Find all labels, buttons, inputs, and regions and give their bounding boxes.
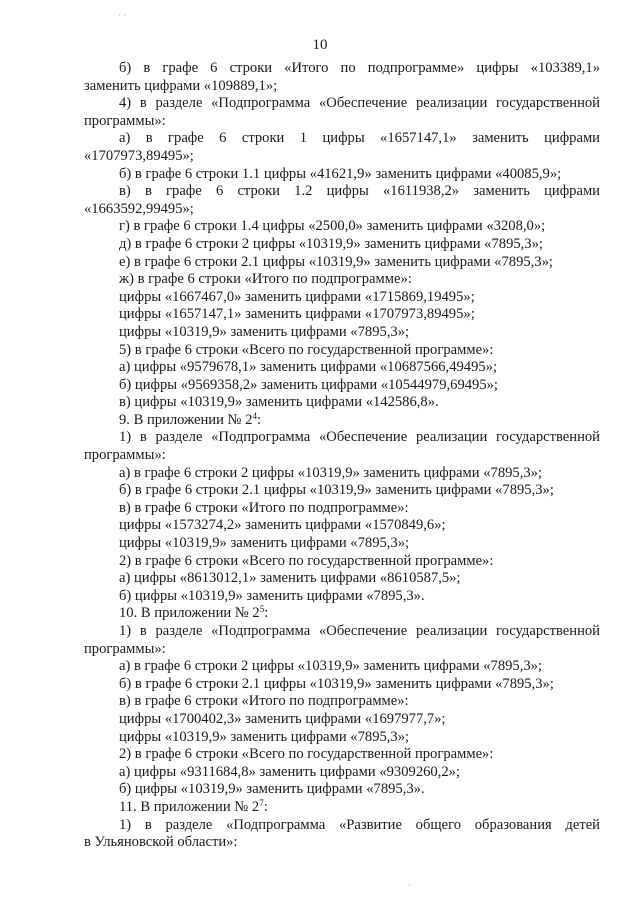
text-line-content: цифры «10319,9» заменить цифрами «7895,3»;: [119, 728, 410, 745]
text-line-content: а) в графе 6 строки 1 цифры «1657147,1» заменить цифрами: [119, 130, 600, 147]
text-line-content: цифры «1700402,3» заменить цифрами «1697977,7»;: [119, 710, 446, 727]
text-line-suffix: :: [256, 411, 261, 428]
text-line: [84, 482, 600, 500]
text-line-content: цифры «1573274,2» заменить цифрами «1570849,6»;: [119, 517, 446, 534]
text-line: [84, 271, 600, 289]
text-line: [84, 429, 600, 447]
text-line-content: программы»:: [84, 112, 166, 129]
text-line: [84, 693, 600, 711]
text-line-content: в Ульяновской области»:: [84, 834, 238, 851]
document-body: [84, 60, 600, 852]
text-line-content: «1707973,89495»;: [84, 147, 194, 164]
text-line-content: программы»:: [84, 447, 166, 464]
text-line-suffix: :: [263, 798, 268, 815]
text-line-content: 1) в разделе «Подпрограмма «Обеспечение реализации государственной: [119, 623, 600, 639]
text-line: [84, 535, 600, 553]
text-line-content: а) в графе 6 строки 2 цифры «10319,9» заменить цифрами «7895,3»;: [119, 464, 543, 481]
text-line: [84, 605, 600, 623]
text-line: [84, 781, 600, 799]
text-line: [84, 500, 600, 518]
text-line-content: б) в графе 6 строки 1.1 цифры «41621,9» заменить цифрами «40085,9»;: [119, 165, 562, 182]
text-line-content: б) цифры «10319,9» заменить цифрами «7895,3».: [119, 781, 425, 798]
scan-speck: · ·: [118, 10, 127, 20]
superscript-index: 7: [259, 797, 264, 808]
text-line: [84, 817, 600, 835]
page-number: 10: [312, 37, 328, 53]
text-line: [84, 517, 600, 535]
text-line: [84, 377, 600, 395]
text-line: [84, 201, 600, 219]
text-line: [84, 359, 600, 377]
text-line-content: «1663592,99495»;: [84, 200, 194, 217]
text-line-content: а) цифры «8613012,1» заменить цифрами «8610587,5»;: [119, 570, 461, 587]
text-line: [84, 78, 600, 96]
text-line: [84, 342, 600, 360]
text-line-content: а) цифры «9579678,1» заменить цифрами «10687566,49495»;: [119, 359, 498, 376]
text-line-content: 10. В приложении № 2: [119, 605, 260, 622]
text-line-content: 5) в графе 6 строки «Всего по государственной программе»:: [119, 341, 494, 358]
text-line: [84, 113, 600, 131]
text-line: [84, 553, 600, 571]
text-line: [84, 130, 600, 148]
text-line: [84, 166, 600, 184]
text-line: [84, 658, 600, 676]
text-line-content: ж) в графе 6 строки «Итого по подпрограмме»:: [119, 271, 412, 288]
text-line: [84, 447, 600, 465]
text-line-content: а) в графе 6 строки 2 цифры «10319,9» заменить цифрами «7895,3»;: [119, 658, 543, 675]
text-line: [84, 148, 600, 166]
text-line-content: 1) в разделе «Подпрограмма «Обеспечение реализации государственной: [119, 429, 600, 446]
text-line: [84, 623, 600, 641]
text-line-content: г) в графе 6 строки 1.4 цифры «2500,0» заменить цифрами «3208,0»;: [119, 218, 546, 235]
text-line-suffix: :: [264, 605, 269, 622]
superscript-index: 5: [259, 604, 265, 615]
text-line: [84, 394, 600, 412]
text-line: [84, 289, 600, 307]
superscript-index: 4: [252, 410, 257, 421]
text-line: [84, 60, 600, 78]
scan-speck: ·: [408, 880, 411, 890]
text-line-content: 9. В приложении № 2: [119, 411, 253, 428]
text-line: [84, 412, 600, 430]
text-line: [84, 465, 600, 483]
text-line-content: программы»:: [84, 640, 166, 657]
text-line-content: б) в графе 6 строки 2.1 цифры «10319,9» заменить цифрами «7895,3»;: [119, 482, 554, 499]
text-line-content: е) в графе 6 строки 2.1 цифры «10319,9» заменить цифрами «7895,3»;: [119, 253, 553, 270]
text-line-content: 1) в разделе «Подпрограмма «Развитие общего образования детей: [119, 816, 600, 833]
text-line-content: в) цифры «10319,9» заменить цифрами «142586,8».: [119, 394, 439, 411]
text-line-content: а) цифры «9311684,8» заменить цифрами «9309260,2»;: [119, 763, 461, 780]
text-line: [84, 218, 600, 236]
text-line: [84, 799, 600, 817]
text-line: [84, 183, 600, 201]
text-line: [84, 711, 600, 729]
text-line-content: 11. В приложении № 2: [119, 798, 260, 815]
text-line: [84, 236, 600, 254]
text-line-content: в) в графе 6 строки 1.2 цифры «1611938,2» заменить цифрами: [119, 183, 600, 200]
text-line: [84, 746, 600, 764]
text-line-content: б) цифры «10319,9» заменить цифрами «7895,3».: [119, 587, 425, 604]
text-line-content: 2) в графе 6 строки «Всего по государственной программе»:: [119, 746, 494, 763]
text-line-content: д) в графе 6 строки 2 цифры «10319,9» заменить цифрами «7895,3»;: [119, 235, 543, 252]
text-line: [84, 676, 600, 694]
text-line-content: б) цифры «9569358,2» заменить цифрами «10544979,69495»;: [119, 376, 498, 393]
text-line-content: б) в графе 6 строки 2.1 цифры «10319,9» заменить цифрами «7895,3»;: [119, 675, 554, 692]
text-line-content: в) в графе 6 строки «Итого по подпрограмме»:: [119, 693, 409, 710]
text-line-content: цифры «1667467,0» заменить цифрами «1715869,19495»;: [119, 288, 475, 305]
text-line-content: заменить цифрами «109889,1»;: [84, 77, 278, 94]
text-line-content: б) в графе 6 строки «Итого по подпрограмме» цифры «103389,1»: [119, 60, 600, 76]
text-line: [84, 324, 600, 342]
text-line: [84, 95, 600, 113]
text-line-content: 4) в разделе «Подпрограмма «Обеспечение реализации государственной: [119, 95, 600, 112]
text-line: [84, 641, 600, 659]
text-line-content: в) в графе 6 строки «Итого по подпрограмме»:: [119, 499, 409, 516]
text-line-content: 2) в графе 6 строки «Всего по государственной программе»:: [119, 552, 494, 569]
text-line-content: цифры «10319,9» заменить цифрами «7895,3»;: [119, 535, 410, 552]
text-line: [84, 588, 600, 606]
text-line: [84, 764, 600, 782]
text-line: [84, 834, 600, 852]
text-line: [84, 306, 600, 324]
text-line: [84, 254, 600, 272]
text-line: [84, 729, 600, 747]
text-line-content: цифры «10319,9» заменить цифрами «7895,3»;: [119, 323, 410, 340]
text-line-content: цифры «1657147,1» заменить цифрами «1707973,89495»;: [119, 306, 475, 323]
text-line: [84, 570, 600, 588]
